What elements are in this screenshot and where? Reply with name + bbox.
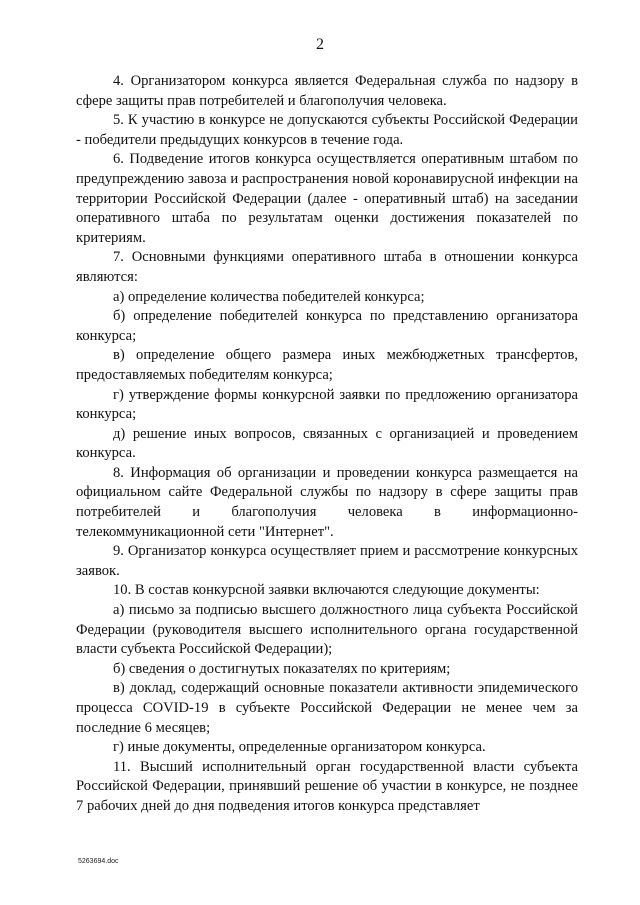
paragraph-10: 10. В состав конкурсной заявки включаются следующие документы: — [113, 582, 540, 599]
paragraph-7-item-d: д) решение иных вопросов, связанных с организацией и проведением конкурса. — [76, 425, 578, 462]
paragraph-7-item-v: в) определение общего размера иных межбюджетных трансфертов, предоставляемых победителям конкурса; — [76, 347, 578, 383]
file-name-footer: 5263694.doc — [78, 858, 119, 865]
paragraph-10-item-g: г) иные документы, определенные организатором конкурса. — [113, 739, 486, 756]
paragraph-10-item-b: б) сведения о достигнутых показателях по критериям; — [113, 660, 451, 677]
document-body — [76, 72, 578, 817]
paragraph-7-item-b: б) определение победителей конкурса по представлению организатора конкурса; — [76, 308, 578, 344]
paragraph-10-item-v: в) доклад, содержащий основные показатели активности эпидемического процесса COVID-19 в субъекте Российской Федерации не менее чем за последние 6 месяцев; — [76, 680, 578, 736]
paragraph-9: 9. Организатор конкурса осуществляет прием и рассмотрение конкурсных заявок. — [76, 543, 578, 579]
paragraph-5: 5. К участию в конкурсе не допускаются субъекты Российской Федерации - победители предыдущих конкурсов в течение года. — [76, 112, 578, 148]
paragraph-10-item-a: а) письмо за подписью высшего должностного лица субъекта Российской Федерации (руководителя высшего исполнительного органа государственной власти субъекта Российской Федерации); — [76, 602, 578, 658]
paragraph-7-item-g: г) утверждение формы конкурсной заявки по предложению организатора конкурса; — [76, 386, 578, 423]
paragraph-6: 6. Подведение итогов конкурса осуществляется оперативным штабом по предупреждению завоза и распространения новой коронавирусной инфекции на территории Российской Федерации (далее - оперативный штаб) на заседании оперативного штаба по результатам оценки достижения показателей по критериям. — [76, 151, 578, 246]
paragraph-7: 7. Основными функциями оперативного штаба в отношении конкурса являются: — [76, 249, 578, 285]
paragraph-11: 11. Высший исполнительный орган государственной власти субъекта Российской Федерации, принявший решение об участии в конкурсе, не позднее 7 рабочих дней до дня подведения итогов конкурса представляет — [76, 758, 578, 814]
page-number: 2 — [316, 36, 324, 53]
paragraph-4: 4. Организатором конкурса является Федеральная служба по надзору в сфере защиты прав потребителей и благополучия человека. — [76, 73, 578, 109]
paragraph-7-item-a: а) определение количества победителей конкурса; — [113, 288, 425, 305]
paragraph-8: 8. Информация об организации и проведении конкурса размещается на официальном сайте Федеральной службы по надзору в сфере защиты прав потребителей и благополучия человека в информационно-телекоммуникационной сети "Интернет". — [76, 464, 578, 540]
